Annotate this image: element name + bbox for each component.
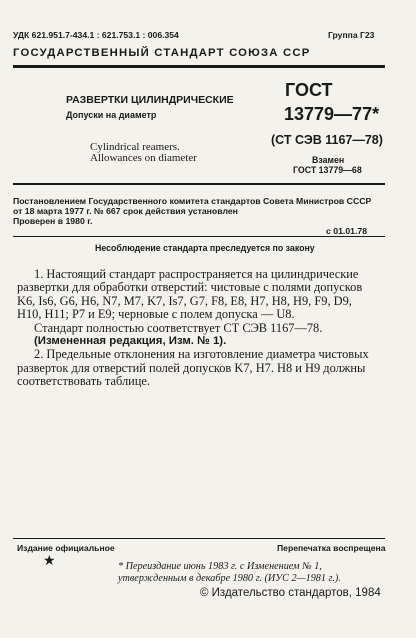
gost-label: ГОСТ [285,80,333,100]
effective-date: с 01.01.78 [326,226,368,236]
p1-line1: 1. Настоящий стандарт распространяется на цилиндрические [34,267,359,281]
p2-line1: 2. Предельные отклонения на изготовление диаметра чистовых [34,347,369,362]
reprint-note-line2: утвержденным в декабре 1980 г. (ИУС 2—1981 г.). [118,573,341,584]
decree-rule [13,236,385,237]
copyright: © Издательство стандартов, 1984 [200,587,381,599]
cmea-number: (СТ СЭВ 1167—78) [271,133,383,147]
decree-line2: от 18 марта 1977 г. № 667 срок действия установлен [13,206,238,216]
header-rule [13,65,385,68]
replace-label: Взамен [312,155,345,165]
title-ru: РАЗВЕРТКИ ЦИЛИНДРИЧЕСКИЕ [66,94,234,106]
p1-line3: K6, Is6, G6, H6, N7, M7, K7, Is7, G7, F8, E8, H7, H8, H9, F9, D9, [17,293,352,308]
decree-line3: Проверен в 1980 г. [13,216,93,226]
warning-text: Несоблюдение стандарта преследуется по закону [95,243,315,253]
p1-line2: развертки для обработки отверстий: чистовые с полями допусков [17,280,363,295]
gost-number: 13779—77* [284,104,380,124]
reprint-note-line1: * Переиздание июнь 1983 г. с Изменением № 1, [118,561,322,572]
footer-rule [13,538,385,539]
p1-line4: H10, H11; P7 и E9; черновые с полем допуска — U8. [17,307,295,322]
official-edition: Издание официальное [17,543,115,553]
title-en-line1: Cylindrical reamers. [90,141,180,153]
udk-code: УДК 621.951.7-434.1 : 621.753.1 : 006.354 [13,30,179,40]
decree-line1: Постановлением Государственного комитета стандартов Совета Министров СССР [13,196,372,206]
title-en-line2: Allowances on diameter [90,152,197,164]
p1-line5: Стандарт полностью соответствует СТ СЭВ 1167—78. [34,320,323,335]
group-code: Группа Г23 [328,30,375,40]
paragraph-1 [17,268,395,389]
star-mark: ★ [43,552,56,568]
p2-line2: разверток для отверстий полей допусков K7, H7. H8 и H9 должны [17,360,366,375]
standard-name: ГОСУДАРСТВЕННЫЙ СТАНДАРТ СОЮЗА ССР [13,47,311,59]
reprint-prohibited: Перепечатка воспрещена [277,543,386,553]
title-rule [13,183,385,185]
subtitle-ru: Допуски на диаметр [66,110,157,120]
amendment-note: (Измененная редакция, Изм. № 1). [34,335,227,348]
p2-line3: соответствовать таблице. [17,374,150,389]
replace-value: ГОСТ 13779—68 [293,165,362,175]
